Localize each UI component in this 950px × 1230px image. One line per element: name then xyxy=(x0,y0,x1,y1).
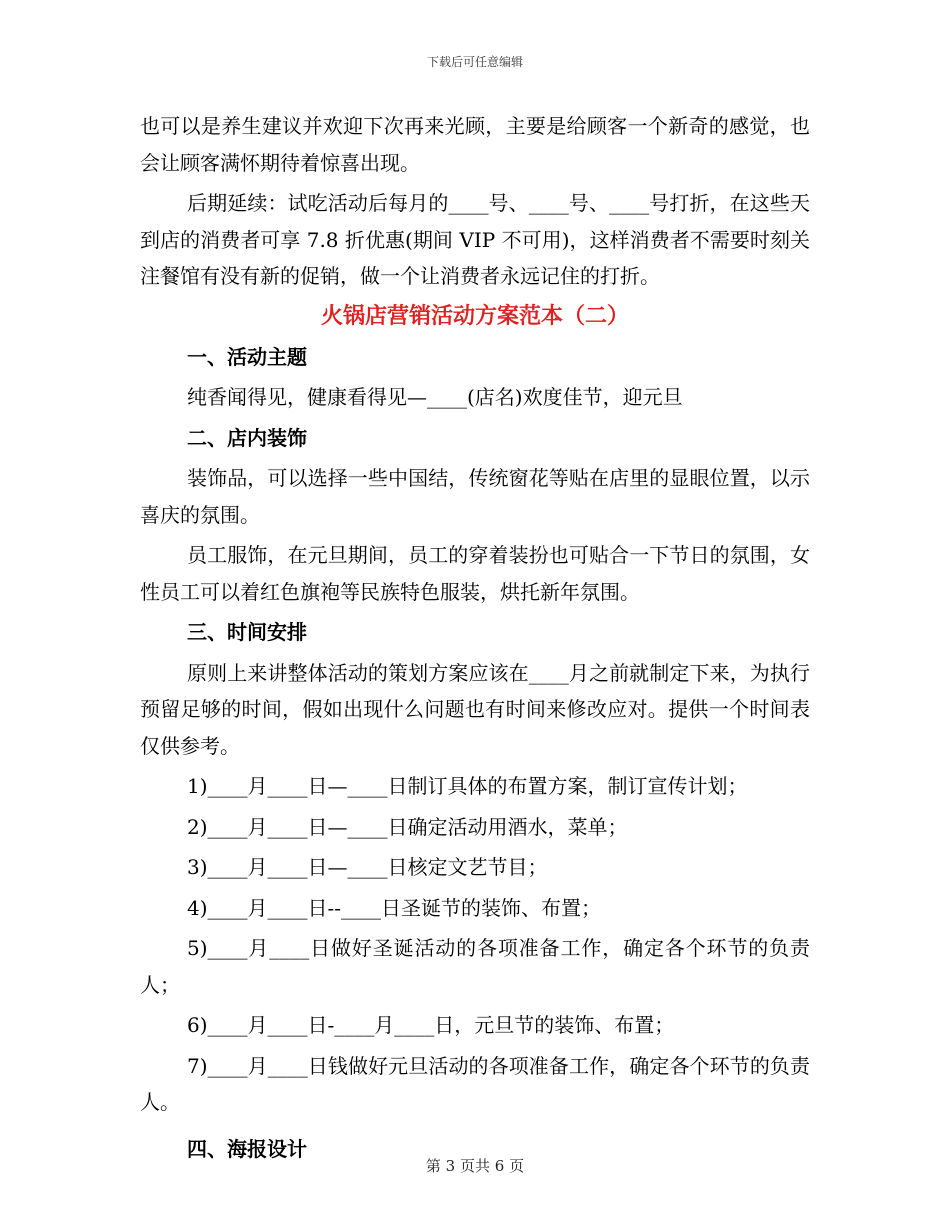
paragraph-staff-attire: 员工服饰，在元旦期间，员工的穿着装扮也可贴合一下节日的氛围，女性员工可以着红色旗袍等民族特色服装，烘托新年氛围。 xyxy=(140,543,810,604)
paragraph-schedule-intro: 原则上来讲整体活动的策划方案应该在____月之前就制定下来，为执行预留足够的时间，假如出现什么问题也有时间来修改应对。提供一个时间表仅供参考。 xyxy=(140,660,810,758)
schedule-item-4: 4)____月____日--____日圣诞节的装饰、布置； xyxy=(187,895,602,920)
schedule-item-5: 5)____月____日做好圣诞活动的各项准备工作，确定各个环节的负责人； xyxy=(140,936,810,997)
section-title: 火锅店营销活动方案范本（二） xyxy=(320,302,629,329)
page-header: 下载后可任意编辑 xyxy=(426,55,523,69)
schedule-item-6: 6)____月____日-____月____日，元旦节的装饰、布置； xyxy=(187,1013,675,1037)
paragraph-theme: 纯香闻得见，健康看得见—____(店名)欢度佳节，迎元旦 xyxy=(187,385,683,409)
page-footer: 第 3 页共 6 页 xyxy=(425,1157,525,1175)
heading-poster: 四、海报设计 xyxy=(187,1136,307,1161)
schedule-item-3: 3)____月____日—____日核定文艺节目； xyxy=(187,855,548,879)
heading-theme: 一、活动主题 xyxy=(187,344,307,369)
schedule-item-2: 2)____月____日—____日确定活动用酒水，菜单； xyxy=(187,814,628,839)
heading-decoration: 二、店内装饰 xyxy=(187,425,307,450)
schedule-item-1: 1)____月____日—____日制订具体的布置方案，制订宣传计划； xyxy=(187,774,748,798)
schedule-item-7: 7)____月____日钱做好元旦活动的各项准备工作，确定各个环节的负责人。 xyxy=(140,1053,810,1114)
heading-schedule: 三、时间安排 xyxy=(187,620,307,644)
paragraph-continuation: 也可以是养生建议并欢迎下次再来光顾，主要是给顾客一个新奇的感觉，也会让顾客满怀期待着惊喜出现。 xyxy=(140,114,810,175)
paragraph-follow-up: 后期延续：试吃活动后每月的____号、____号、____号打折，在这些天到店的消费者可享 7.8 折优惠(期间 VIP 不可用)，这样消费者不需要时刻关注餐馆有没有新的促销，做一个让消费者永远记住的打折。 xyxy=(140,191,810,288)
paragraph-decoration-items: 装饰品，可以选择一些中国结，传统窗花等贴在店里的显眼位置，以示喜庆的氛围。 xyxy=(140,466,810,527)
document-body xyxy=(140,108,810,1167)
